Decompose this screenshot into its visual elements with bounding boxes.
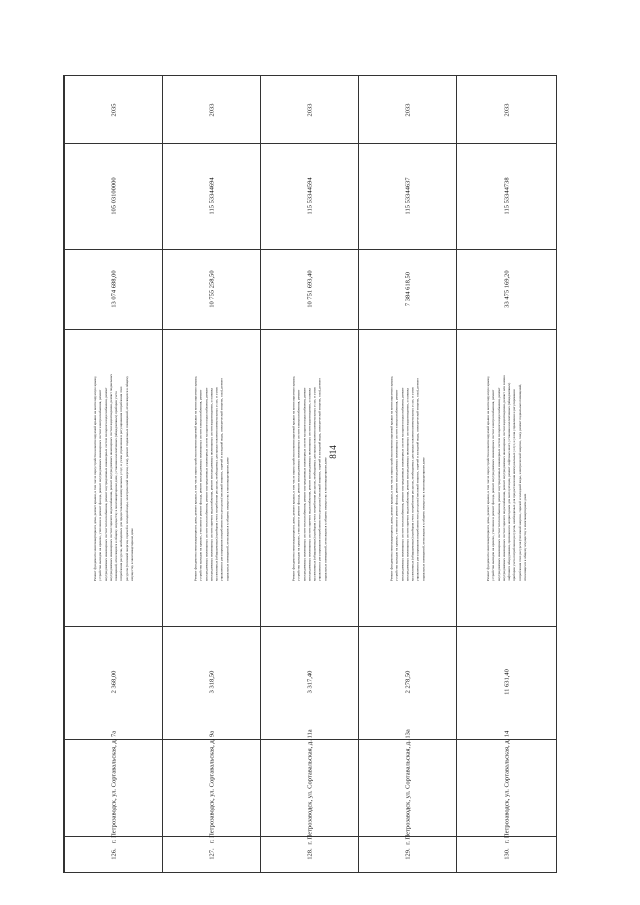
address-cell: г. Петрозаводск, ул. Сортавальская, д. 7а — [110, 730, 118, 844]
row-number-cell: 126. — [110, 848, 118, 860]
table-row — [456, 76, 557, 872]
works-description-cell: Ремонт фундамента многоквартирного дома, ремонт крыши, в том числе переустройство невентилируемой крыши на вентилируемую крышу, устройство выходов на кровлю, утепление и ремонт фасада, ремонт внутридомовых инженерных систем электроснабжения, ремонт внутридомовых инженерных систем теплоснабжения, ремонт внутридомовых инженерных систем холодного водоснабжения, ремонт внутридомовых инженерных систем горячего водоснабжения, ремонт внутридомовых инженерных систем водоотведения, установка коллективных (общедомовых) приборов учета потребления ресурсов, необходимых для предоставления коммунальных услуг, и узлов управления и регулирования потребления этих ресурсов (тепловой энергии, горячей и холодной воды, электрической энергии, газа), ремонт подвальных помещений, относящихся к общему имуществу в многоквартирном доме — [389, 375, 426, 581]
cost-cell: 7 384 618,50 — [404, 271, 412, 307]
repair-program-table — [63, 75, 557, 873]
row-number-cell: 128. — [306, 848, 314, 860]
works-description-cell: Ремонт фундамента многоквартирного дома, ремонт крыши, в том числе переустройство невентилируемой крыши на вентилируемую крышу, устройство выходов на кровлю, утепление и ремонт фасада, ремонт внутридомовых инженерных систем электроснабжения, ремонт внутридомовых инженерных систем теплоснабжения, ремонт внутридомовых инженерных систем холодного водоснабжения, ремонт внутридомовых инженерных систем горячего водоснабжения, ремонт внутридомовых инженерных систем водоотведения, установка коллективных (общедомовых) приборов учета потребления ресурсов, необходимых для предоставления коммунальных услуг, и узлов управления и регулирования потребления этих ресурсов (тепловой энергии, горячей и холодной воды, электрической энергии, газа), ремонт подвальных помещений, относящихся к общему имуществу в многоквартирном доме — [193, 375, 230, 581]
table-row — [162, 76, 261, 872]
area-cell: 3 318,50 — [208, 670, 216, 694]
area-cell: 11 631,40 — [503, 669, 511, 695]
address-cell: г. Петрозаводск, ул. Сортавальская, д. 9а — [208, 730, 216, 844]
budget-code-cell: 115 53344594 — [306, 177, 314, 215]
cost-cell: 10 755 258,50 — [208, 270, 216, 308]
address-cell: г. Петрозаводск, ул. Сортавальская, д. 11а — [306, 729, 314, 845]
area-cell: 2 368,00 — [110, 670, 118, 694]
budget-code-cell: 105 03100000 — [110, 177, 118, 215]
cost-cell: 10 751 693,40 — [306, 270, 314, 308]
year-cell: 2033 — [208, 103, 216, 117]
address-cell: г. Петрозаводск, ул. Сортавальская, д. 13а — [404, 729, 412, 845]
table-row — [260, 76, 359, 872]
page-number: 814 — [328, 445, 338, 459]
year-cell: 2033 — [306, 103, 314, 117]
cost-cell: 13 074 688,00 — [110, 270, 118, 308]
row-number-cell: 127. — [208, 848, 216, 860]
budget-code-cell: 115 53344694 — [208, 177, 216, 215]
address-cell: г. Петрозаводск, ул. Сортавальская, д. 14 — [503, 730, 511, 844]
year-cell: 2035 — [110, 103, 118, 117]
year-cell: 2033 — [503, 103, 511, 117]
budget-code-cell: 115 53344738 — [503, 177, 511, 215]
works-description-cell: Ремонт фундамента многоквартирного дома, ремонт крыши, в том числе переустройство невентилируемой крыши на вентилируемую крышу, устройство выходов на кровлю, утепление и ремонт фасада, ремонт внутридомовых инженерных систем электроснабжения, ремонт внутридомовых инженерных систем теплоснабжения, ремонт внутридомовых инженерных систем холодного водоснабжения, ремонт внутридомовых инженерных систем горячего водоснабжения, ремонт внутридомовых инженерных систем водоотведения, ремонт или замена лифтового оборудования, признанного непригодным для эксплуатации, ремонт лифтовых шахт, установка коллективных (общедомовых) приборов учета потребления ресурсов, необходимых для предоставления коммунальных услуг, и узлов управления и регулирования потребления этих ресурсов (тепловой энергии, горячей и холодной воды, электрической энергии, газа), ремонт подвальных помещений, относящихся к общему имуществу в многоквартирном доме — [485, 375, 527, 581]
budget-code-cell: 115 53344637 — [404, 177, 412, 215]
works-description-cell: Ремонт фундамента многоквартирного дома, ремонт крыши, в том числе переустройство невентилируемой крыши на вентилируемую крышу, устройство выходов на кровлю, утепление и ремонт фасада, ремонт внутридомовых инженерных систем электроснабжения, ремонт внутридомовых инженерных систем теплоснабжения, ремонт внутридомовых инженерных систем холодного водоснабжения, ремонт внутридомовых инженерных систем горячего водоснабжения, ремонт внутридомовых инженерных систем водоотведения, установка коллективных (общедомовых) приборов учета потребления ресурсов, необходимых для предоставления коммунальных услуг, и узлов управления и регулирования потребления этих ресурсов (тепловой энергии, горячей и холодной воды, электрической энергии, газа), ремонт подвальных помещений, относящихся к общему имуществу в многоквартирном доме — [291, 375, 328, 581]
area-cell: 2 278,50 — [404, 670, 412, 694]
cost-cell: 33 475 169,20 — [503, 270, 511, 308]
area-cell: 3 317,40 — [306, 670, 314, 694]
year-cell: 2033 — [404, 103, 412, 117]
table-row — [358, 76, 457, 872]
works-description-cell: Ремонт фундамента многоквартирного дома, ремонт крыши, в том числе переустройство невентилируемой крыши на вентилируемую крышу, устройство выходов на кровлю, утепление и ремонт фасада, ремонт внутридомовых инженерных систем электроснабжения, ремонт внутридомовых инженерных систем теплоснабжения, ремонт внутридомовых инженерных систем холодного водоснабжения, ремонт внутридомовых инженерных систем горячего водоснабжения, ремонт внутридомовых инженерных систем водоотведения, ремонт подвальных помещений, относящихся к общему имуществу в многоквартирном доме, установка коллективных (общедомовых) приборов учета потребления ресурсов, необходимых для предоставления коммунальных услуг, и узлов управления и регулирования потребления этих ресурсов (тепловой энергии, горячей и холодной воды, электрической энергии, газа), ремонт подвальных помещений, относящихся к общему имуществу в многоквартирном доме — [92, 374, 134, 581]
row-number-cell: 129. — [404, 848, 412, 860]
row-number-cell: 130. — [503, 848, 511, 860]
table-row — [64, 76, 163, 872]
